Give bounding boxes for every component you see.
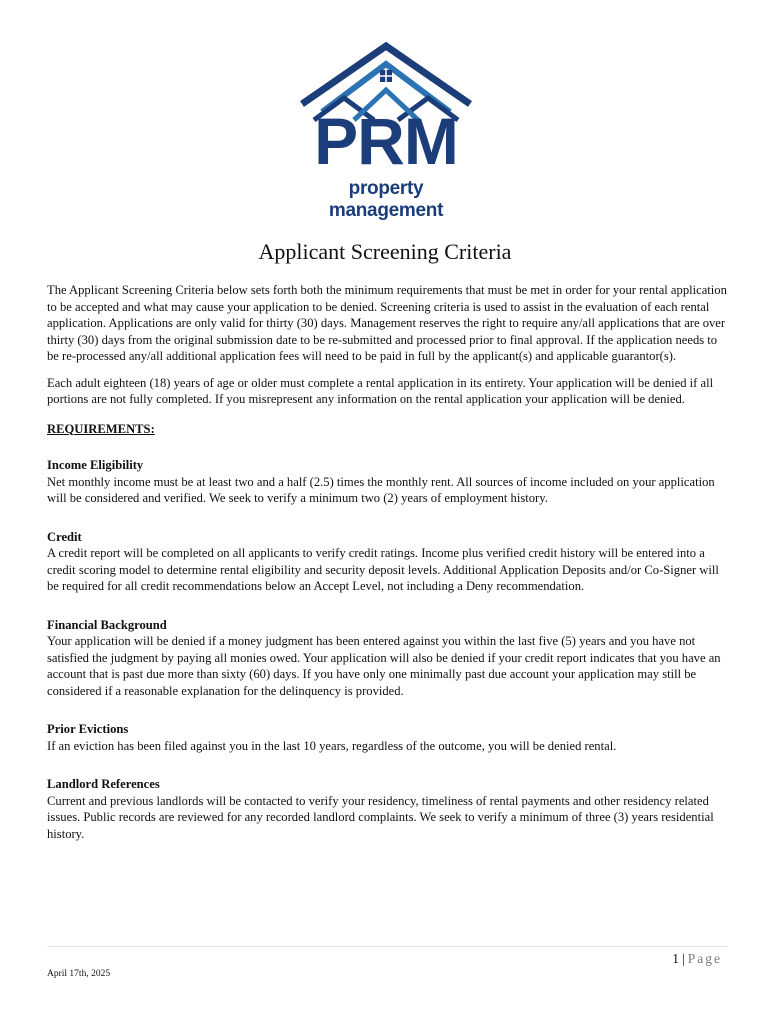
section-heading: Financial Background bbox=[47, 617, 167, 632]
section-prior-evictions bbox=[47, 721, 727, 754]
logo-wordmark: PRM bbox=[314, 104, 458, 178]
section-body: If an eviction has been filed against you in the last 10 years, regardless of the outcome, you will be denied rental. bbox=[47, 738, 617, 753]
prm-logo bbox=[296, 42, 476, 221]
page-title: Applicant Screening Criteria bbox=[258, 239, 512, 264]
footer-divider bbox=[47, 946, 727, 947]
section-heading: Landlord References bbox=[47, 777, 160, 791]
section-body: A credit report will be completed on all applicants to verify credit ratings. Income plus verified credit history will be entered into a credit scoring model to determine rental eligibility and security deposit levels. Additional Application Deposits and/or Co-Signer will be required for all credit recommendations below an Accept Level, not including a Deny recommendation. bbox=[47, 546, 719, 593]
intro-paragraph: The Applicant Screening Criteria below sets forth both the minimum requirements that must be met in order for your rental application to be accepted and what may cause your application to be denied. Screening criteria is used to assist in the evaluation of each rental application. Applications are only valid for thirty (30) days. Management reserves the right to require any/all applications that are over thirty (30) days from the original submission date to be re-submitted and processed prior to final approval. If the application needs to be re-processed any/all additional application fees will need to be paid in full by the applicant(s) and applicable guarantor(s). bbox=[47, 283, 727, 363]
section-financial-background bbox=[47, 617, 727, 700]
logo-subtitle: property management bbox=[328, 178, 444, 221]
page-number-value: 1 bbox=[672, 951, 680, 966]
section-heading: Income Eligibility bbox=[47, 458, 144, 472]
page-number bbox=[672, 950, 722, 968]
requirements-heading: REQUIREMENTS: bbox=[47, 421, 155, 436]
section-credit bbox=[47, 529, 727, 595]
document-body bbox=[47, 282, 727, 842]
section-heading: Prior Evictions bbox=[47, 722, 129, 736]
adult-paragraph: Each adult eighteen (18) years of age or older must complete a rental application in its entirety. Your application will be denied if all portions are not fully completed. If you misrepresent any information on the rental application your application will be denied. bbox=[47, 375, 714, 406]
section-income-eligibility bbox=[47, 457, 727, 507]
section-body: Current and previous landlords will be contacted to verify your residency, timeliness of rental payments and other residency related issues. Public records are reviewed for any recorded landlord complaints. We seek to verify a minimum of three (3) years residential history. bbox=[47, 793, 714, 841]
footer-date: April 17th, 2025 bbox=[47, 969, 111, 979]
page-label: Page bbox=[687, 951, 722, 966]
page-number-separator: | bbox=[682, 951, 685, 966]
section-landlord-references bbox=[47, 776, 727, 842]
section-body: Your application will be denied if a money judgment has been entered against you within the last five (5) years and you have not satisfied the judgment by paying all monies owed. Your application will also be denied if your credit report indicates that you have an account that is past due more than sixty (60) days. If you have only one minimally past due account your application may still be considered if a reasonable explanation for the delinquency is provided. bbox=[47, 634, 721, 698]
section-heading: Credit bbox=[47, 529, 82, 544]
section-body: Net monthly income must be at least two and a half (2.5) times the monthly rent. All sources of income included on your application will be considered and verified. We seek to verify a minimum two (2) years of employment history. bbox=[47, 474, 715, 505]
